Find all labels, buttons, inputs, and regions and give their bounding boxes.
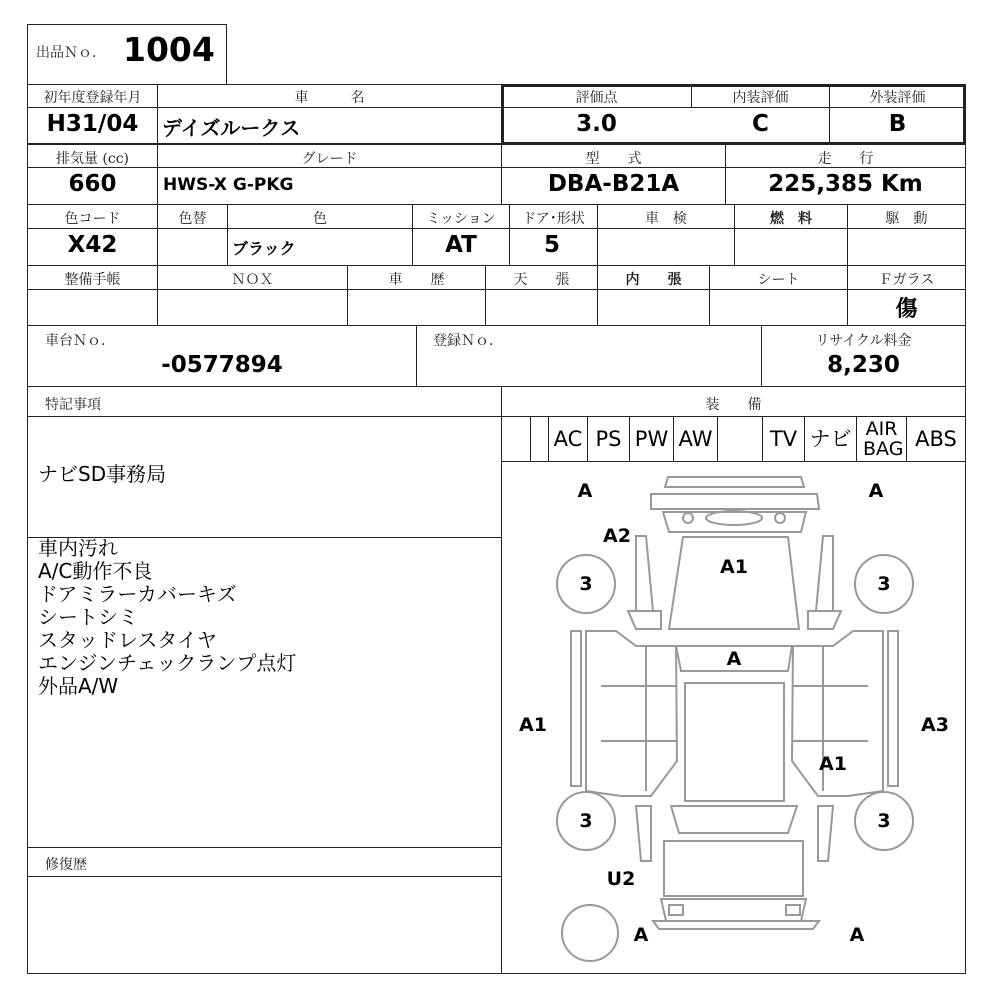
equip-airbag: AIR BAG	[856, 416, 907, 462]
color-code-label: 色コード	[64, 211, 121, 227]
score-label: 評価点	[575, 90, 618, 106]
lot-label: 出品Ｎｏ．	[36, 45, 106, 61]
glass-label: Ｆガラス	[878, 272, 935, 288]
equip-navi: ナビ	[804, 416, 857, 462]
exterior-label: 外装評価	[869, 90, 926, 106]
seat-label: シート	[757, 272, 800, 288]
exterior-score: B	[888, 111, 907, 137]
tire-front-right: 3	[877, 573, 891, 595]
chassis-label: 車台Ｎｏ．	[45, 333, 115, 349]
equip-ac: AC	[548, 416, 588, 462]
grade-label: グレード	[301, 151, 358, 167]
tire-rear-right: 3	[877, 810, 891, 832]
mileage-label: 走 行	[817, 151, 874, 167]
mark-front-right-corner: A	[868, 480, 884, 502]
model-label: 型 式	[585, 151, 642, 167]
sheet-border	[27, 84, 966, 974]
inspection-label: 車 検	[645, 211, 687, 227]
model: DBA-B21A	[547, 171, 680, 197]
recycle-label: リサイクル料金	[815, 333, 912, 349]
remark-line: A/C動作不良	[38, 559, 153, 583]
score: 3.0	[576, 111, 617, 137]
remark-line: スタッドレスタイヤ	[38, 628, 217, 652]
mark-front-left-corner: A	[577, 480, 593, 502]
mark-right-rear-door: A1	[819, 753, 847, 775]
mission: AT	[445, 232, 477, 258]
equip-aw: AW	[673, 416, 718, 462]
remark-line: 車内汚れ	[38, 536, 118, 560]
fuel-label: 燃 料	[770, 211, 812, 227]
mark-left-side: A1	[519, 714, 547, 736]
interior-label: 内装評価	[732, 90, 789, 106]
remark-line: ドアミラーカバーキズ	[38, 582, 237, 606]
tire-rear-left: 3	[579, 810, 593, 832]
displacement-label: 排気量 (cc)	[55, 151, 130, 167]
mark-hood: A1	[720, 556, 748, 578]
repair-label: 修復歴	[45, 857, 87, 873]
glass: 傷	[895, 297, 918, 322]
nox-label: ＮＯＸ	[231, 272, 274, 288]
equip-tv: TV	[762, 416, 805, 462]
regno-label: 登録Ｎｏ．	[433, 333, 503, 349]
displacement: 660	[68, 171, 117, 197]
lot-number: 1004	[123, 30, 215, 69]
repaint-label: 色替	[178, 211, 207, 227]
mark-left-rear-quarter: U2	[606, 868, 636, 890]
mark-left-front-fender: A2	[603, 525, 631, 547]
maint-label: 整備手帳	[64, 272, 121, 288]
history-label: 車 歴	[388, 272, 445, 288]
remarks-label: 特記事項	[45, 397, 101, 413]
equip-ps: PS	[587, 416, 630, 462]
reg-year-label: 初年度登録年月	[43, 90, 142, 106]
door-label: ドア･形状	[522, 211, 585, 227]
remark-line: エンジンチェックランプ点灯	[38, 651, 297, 675]
equip-abs: ABS	[906, 416, 966, 462]
mark-right-side: A3	[921, 714, 949, 736]
color-label: 色	[313, 211, 327, 227]
mark-rear-right-corner: A	[849, 924, 865, 946]
drive-label: 駆 動	[885, 211, 928, 227]
inner-label: 内 張	[625, 272, 682, 288]
grade: HWS-X G-PKG	[163, 175, 294, 195]
reg-year: H31/04	[46, 111, 139, 137]
mark-roof: A	[726, 648, 742, 670]
car-name-label: 車 名	[294, 90, 365, 106]
equip-pw: PW	[629, 416, 674, 462]
equipment-label: 装 備	[705, 397, 762, 413]
color: ブラック	[232, 239, 296, 258]
car-name: デイズルークス	[162, 116, 301, 140]
color-code: X42	[67, 232, 118, 258]
chassis: -0577894	[161, 352, 283, 378]
recycle: 8,230	[827, 352, 900, 378]
interior-score: C	[752, 111, 769, 137]
remarks-top-note: ナビSD事務局	[38, 462, 167, 486]
mileage: 225,385 Km	[768, 171, 923, 197]
remark-line: 外品A/W	[38, 674, 119, 698]
mark-rear-left-corner: A	[633, 924, 649, 946]
roof-label: 天 張	[513, 272, 570, 288]
tire-front-left: 3	[579, 573, 593, 595]
remark-line: シートシミ	[38, 605, 138, 629]
mission-label: ミッション	[426, 211, 496, 227]
door: 5	[544, 232, 561, 258]
